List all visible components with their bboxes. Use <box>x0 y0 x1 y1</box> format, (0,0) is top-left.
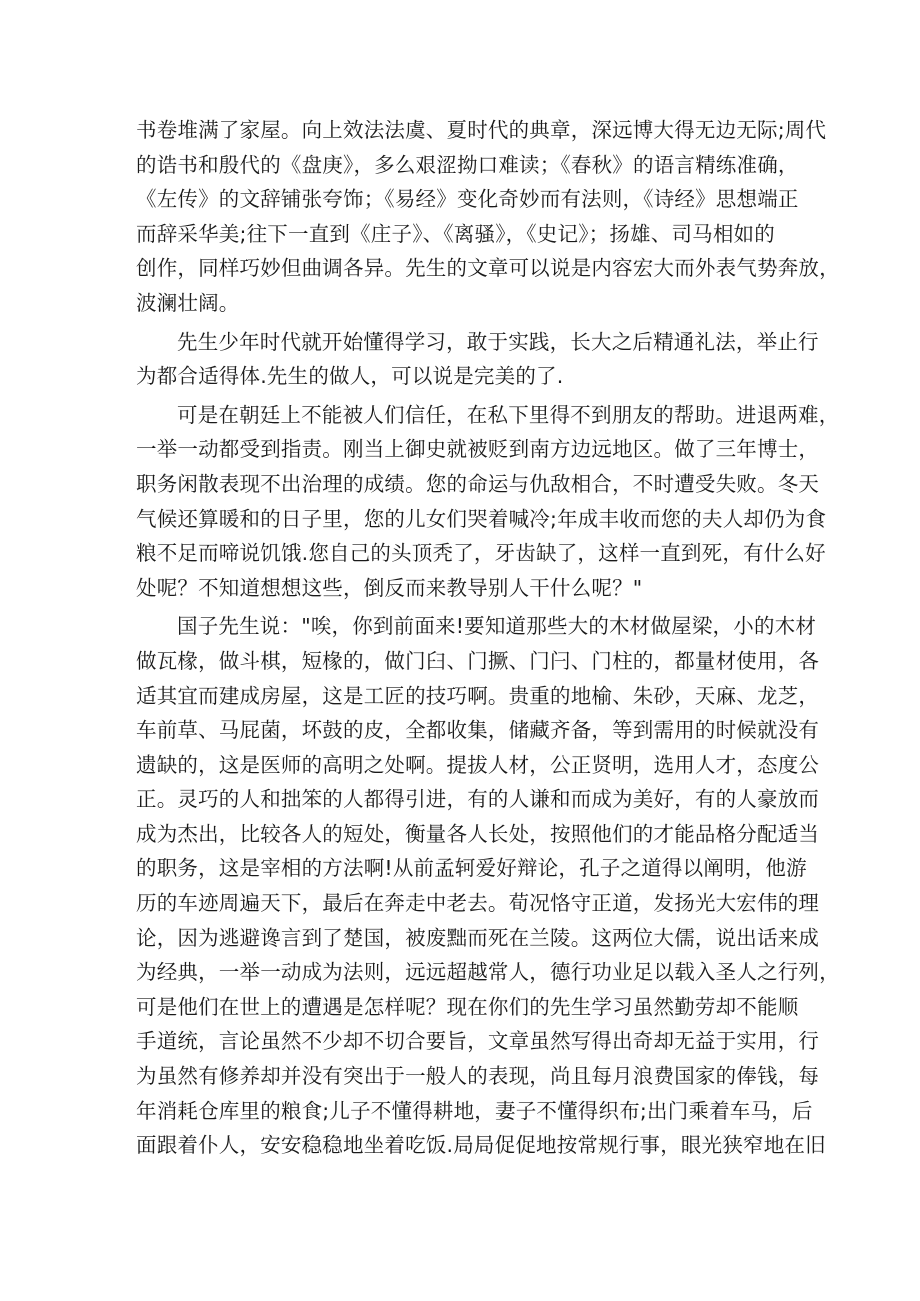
paragraph <box>136 113 840 321</box>
text-line: 的职务，这是宰相的方法啊!从前孟轲爱好辩论，孔子之道得以阐明，他游 <box>136 856 807 881</box>
text-line: 历的车迹周遍天下，最后在奔走中老去。荀况恪守正道，发扬光大宏伟的理 <box>136 891 820 916</box>
text-line: 可是在朝廷上不能被人们信任，在私下里得不到朋友的帮助。进退两难， <box>177 402 840 427</box>
text-line: 成为杰出，比较各人的短处，衡量各人长处，按照他们的才能品格分配适当 <box>136 821 820 846</box>
text-line: 正。灵巧的人和拙笨的人都得引进，有的人谦和而成为美好，有的人豪放而 <box>136 787 820 812</box>
text-line: 书卷堆满了家屋。向上效法法虞、夏时代的典章，深远博大得无边无际;周代 <box>136 118 827 142</box>
text-line: 创作，同样巧妙但曲调各异。先生的文章可以说是内容宏大而外表气势奔放， <box>136 256 840 281</box>
text-line: 一举一动都受到指责。刚当上御史就被贬到南方边远地区。做了三年博士， <box>136 437 820 462</box>
text-line: 波澜壮阔。 <box>136 290 240 315</box>
text-line: 面跟着仆人，安安稳稳地坐着吃饭.局局促促地按常规行事，眼光狭窄地在旧 <box>136 1133 826 1158</box>
text-line: 的诰书和殷代的《盘庚》，多么艰涩拗口难读；《春秋》的语言精练准确， <box>136 152 799 177</box>
text-line: 适其宜而建成房屋，这是工匠的技巧啊。贵重的地榆、朱砂，天麻、龙芝， <box>136 683 820 708</box>
body-text <box>136 113 840 1163</box>
text-line: 遗缺的，这是医师的高明之处啊。提拔人材，公正贤明，选用人才，态度公 <box>136 752 820 777</box>
text-line: 为都合适得体.先生的做人，可以说是完美的了. <box>136 364 564 389</box>
text-line: 国子先生说："唉，你到前面来!要知道那些大的木材做屋梁，小的木材 <box>177 614 817 639</box>
paragraph <box>136 325 819 394</box>
paragraph <box>136 609 840 1163</box>
paragraph <box>136 398 840 606</box>
text-line: 可是他们在世上的遭遇是怎样呢？现在你们的先生学习虽然勤劳却不能顺 <box>136 994 799 1019</box>
text-line: 手道统，言论虽然不少却不切合要旨，文章虽然写得出奇却无益于实用，行 <box>136 1029 820 1054</box>
text-line: 先生少年时代就开始懂得学习，敢于实践，长大之后精通礼法，举止行 <box>177 329 819 354</box>
text-line: 年消耗仓库里的粮食;儿子不懂得耕地，妻子不懂得织布;出门乘着车马，后 <box>136 1098 813 1123</box>
text-line: 处呢？不知道想想这些，倒反而来教导别人干什么呢？" <box>136 575 643 600</box>
text-line: 论，因为逃避谗言到了楚国，被废黜而死在兰陵。这两位大儒，说出话来成 <box>136 925 820 950</box>
text-line: 粮不足而啼说饥饿.您自己的头顶秃了，牙齿缺了，这样一直到死，有什么好 <box>136 541 826 566</box>
text-line: 气候还算暖和的日子里，您的儿女们哭着喊冷;年成丰收而您的夫人却仍为食 <box>136 506 827 531</box>
text-line: 《左传》的文辞铺张夸饰；《易经》变化奇妙而有法则，《诗经》思想端正 <box>136 187 799 212</box>
text-line: 为经典，一举一动成为法则，远远超越常人，德行功业足以载入圣人之行列， <box>136 960 840 985</box>
text-line: 做瓦椽，做斗棋，短椽的，做门臼、门撅、门闩、门柱的，都量材使用，各 <box>136 648 820 673</box>
text-line: 为虽然有修养却并没有突出于一般人的表现，尚且每月浪费国家的俸钱，每 <box>136 1064 820 1089</box>
text-line: 车前草、马屁菌，坏鼓的皮，全都收集，储藏齐备，等到需用的时候就没有 <box>136 718 820 743</box>
text-line: 而辞采华美;往下一直到《庄子》、《离骚》，《史记》；扬雄、司马相如的 <box>136 221 775 246</box>
text-line: 职务闲散表现不出治理的成绩。您的命运与仇敌相合，不时遭受失败。冬天 <box>136 471 820 496</box>
